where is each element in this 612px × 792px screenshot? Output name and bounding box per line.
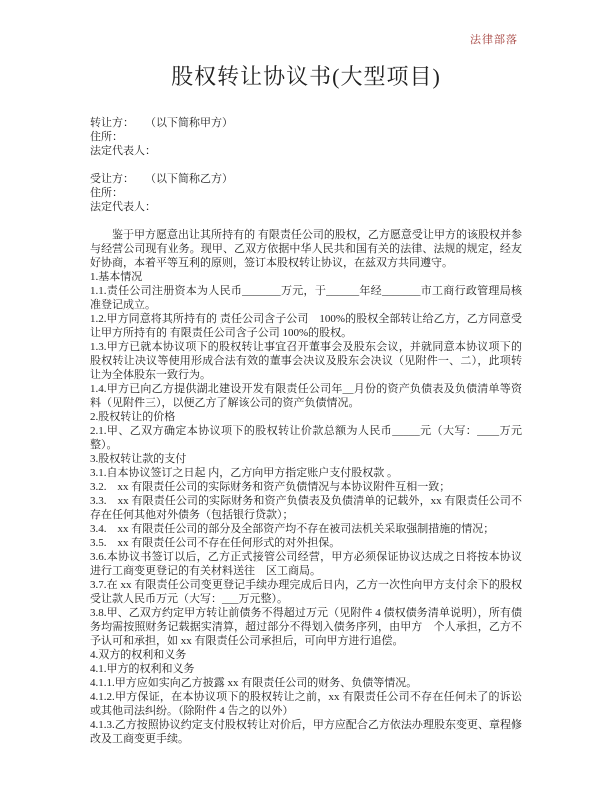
paragraph: 1.1.责任公司注册资本为人民币_______万元，于______年经_______市工商行政管理局核准登记成立。 [90,285,522,311]
paragraph: 鉴于甲方愿意出让其所持有的 有限责任公司的股权，乙方愿意受让甲方的该股权并参与经营公司现有业务。现甲、乙双方依据中华人民共和国有关的法律、法规的规定，经友好协商，本着平等互利的原则，签订本股权转让协议，在兹双方共同遵守。 [90,229,522,269]
paragraph: 3.4. xx 有限责任公司的部分及全部资产均不存在被司法机关采取强制措施的情况； [90,523,495,535]
paragraph: 2.股权转让的价格 [90,411,176,423]
field-line: 法定代表人： [90,145,156,157]
paragraph: 4.双方的权利和义务 [90,649,187,661]
paragraph: 4.1.2.甲方保证，在本协议项下的股权转让之前，xx 有限责任公司不存在任何未了的诉讼或其他司法纠纷。（除附件 4 告之的以外） [90,691,522,717]
field-line: 住所： [90,131,123,143]
spacer [90,158,522,172]
paragraph: 1.3.甲方已就本协议项下的股权转让事宜召开董事会及股东会议，并就同意本协议项下的股权转让决议等使用形成合法有效的董事会决议及股东会决议（见附件一、二），此项转让为全体股东一致行为。 [90,341,522,381]
field-line: 住所： [90,187,123,199]
paragraph: 3.3. xx 有限责任公司的实际财务和资产负债表及负债清单的记载外，xx 有限责任公司不存在任何其他对外债务（包括银行贷款）； [90,495,522,521]
paragraph: 2.1.甲、乙双方确定本协议项下的股权转让价款总额为人民币_____元（大写：____万元整）。 [90,425,522,451]
site-watermark: 法律部落 [470,34,518,46]
paragraph: 1.基本情况 [90,271,143,283]
paragraph: 3.1.自本协议签订之日起 内，乙方向甲方指定账户支付股权款 。 [90,467,398,479]
paragraph: 4.1.1.甲方应如实向乙方披露 xx 有限责任公司的财务、负债等情况。 [90,677,418,689]
paragraph: 1.4.甲方已向乙方提供湖北建设开发有限责任公司年__月份的资产负债表及负债清单等资料（见附件三），以便乙方了解该公司的资产负债情况。 [90,383,522,409]
paragraph: 4.1.甲方的权利和义务 [90,663,195,675]
document-body [90,116,522,746]
document-title: 股权转让协议书(大型项目) [171,64,441,89]
paragraph: 4.1.3.乙方按照协议约定支付股权转让对价后，甲方应配合乙方依法办理股东变更、章程修改及工商变更手续。 [90,719,522,745]
paragraph: 3.8.甲、乙双方约定甲方转让前债务不得超过万元（见附件 4 债权债务清单说明），所有债务均需按照财务记载据实清算，超过部分不得划入债务序列，由甲方 个人承担，乙方不予认可和承担，如 xx 有限责任公司承担后，可向甲方进行追偿。 [90,607,522,647]
paragraph: 3.6.本协议书签订以后，乙方正式接管公司经营，甲方必须保证协议达成之日将按本协议进行工商变更登记的有关材料送往 区工商局。 [90,551,522,577]
paragraph: 1.2.甲方同意将其所持有的 责任公司含子公司 100%的股权全部转让给乙方，乙方同意受让甲方所持有的 有限责任公司含子公司 100%的股权。 [90,313,522,339]
paragraph: 3.2. xx 有限责任公司的实际财务和资产负债情况与本协议附件互相一致； [90,481,451,493]
field-line: 法定代表人： [90,201,156,213]
paragraph: 3.7.在 xx 有限责任公司变更登记手续办理完成后日内，乙方一次性向甲方支付余下的股权受让款人民币万元（大写：___万元整）。 [90,579,522,605]
paragraph: 3.股权转让款的支付 [90,453,187,465]
field-line: 受让方： （以下简称乙方） [90,173,233,185]
spacer [90,214,522,228]
paragraph: 3.5. xx 有限责任公司不存在任何形式的对外担保。 [90,537,341,549]
field-line: 转让方： （以下简称甲方） [90,117,233,129]
